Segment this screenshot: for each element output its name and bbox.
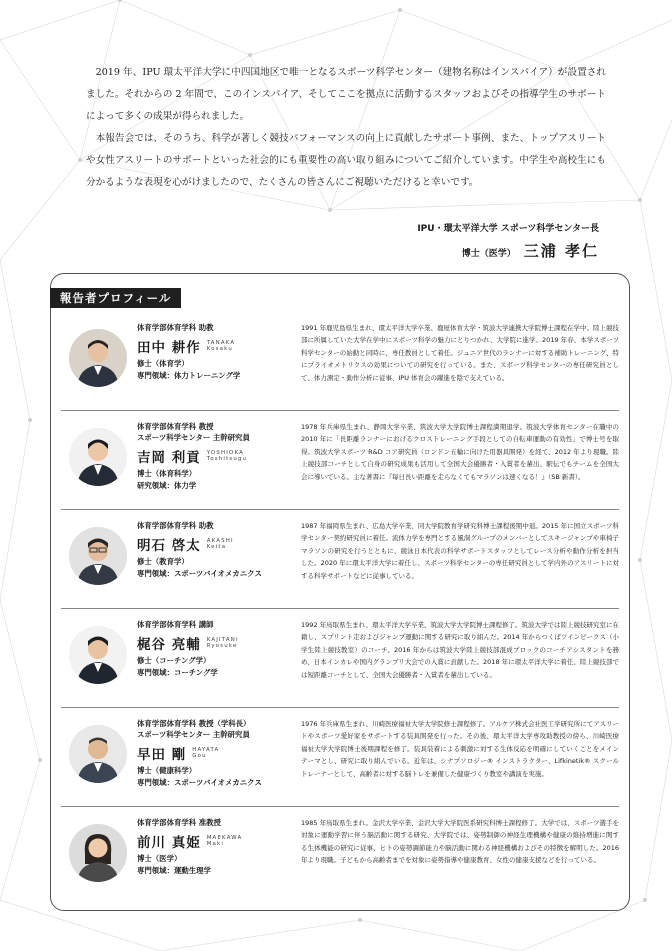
profile-roman-given: Keita <box>206 544 227 550</box>
profile-photo <box>69 428 127 486</box>
profile-bio: 1991 年鹿児島県生まれ、環太平洋大学卒業、鹿屋体育大学・筑波大学連携大学院博士課程在学中。陸上競技部に所属していた大学在学中にスポーツ科学の魅力にとりつかれ、大学院に進学。2019 年春、本学スポーツ科学センターの始動と同時に、専任教員として着任。ジュニア世代のランナーに対する補助トレーニング、特にプライオメトリクスの効果についての研究を行っている。また、スポーツ科学センターの専任研究員として、体力測定・動作分析に従事、IPU 体育会の躍進を陰で支えている。 <box>301 324 619 382</box>
profile-roman-given: Kosaku <box>206 346 233 352</box>
profile-field: 専門領域：体力トレーニング学 <box>137 371 241 380</box>
profile-photo <box>69 329 127 387</box>
profile-bio: 1976 年兵庫県生まれ、川崎医療福祉大学大学院修士課程修了。アルケア株式会社医工学研究所にてアスリートやスポーツ愛好家をサポートする装具開発を行った。その後、環太平洋大学専攻助教授の傍ら、川崎医療福祉大学大学院博士後期課程を修了。装具装着による刺激に対する生体反応を明確にしていくことをメインテーマとし、研究に取り組んでいる。近年は、シナプソロジー® インストラクター、Lifkinetik® スクールトレーナーとして、高齢者に対する脳トレを兼備した健康づくり教室や講演を実施。 <box>301 720 619 778</box>
profile-name: 早田 剛 <box>137 747 187 763</box>
profile-panel <box>50 273 630 911</box>
profile-name: 梶谷 亮輔 <box>137 637 201 653</box>
profile-row <box>61 411 619 510</box>
profile-roman <box>207 450 248 462</box>
profile-roman <box>207 538 234 550</box>
signature-degree: 博士（医学） <box>461 249 516 259</box>
profile-roman <box>207 340 236 352</box>
signature <box>462 240 599 261</box>
profile-dept: 体育学部体育学科 准教授 <box>137 818 221 827</box>
intro-paragraph: 本報告会では、そのうち、科学が著しく競技パフォーマンスの向上に貢献したサポート事例、また、トップアスリートや女性アスリートのサポートといった社会的にも重要性の高い取り組みについてご紹介しています。中学生や高校生にも分かるような表現を心がけましたので、たくさんの皆さんにご視聴いただけると幸いです。 <box>86 133 606 188</box>
profile-degree: 修士（体育学） <box>137 359 189 368</box>
profile-roman-family: AKASHI <box>206 538 234 544</box>
profile-row <box>61 510 619 609</box>
profile-name: 吉岡 利貢 <box>137 450 201 466</box>
profile-dept: 体育学部体育学科 教授（学科長） <box>137 719 251 728</box>
profile-dept-secondary: スポーツ科学センター 主幹研究員 <box>137 433 250 442</box>
profile-name: 明石 啓太 <box>137 538 201 554</box>
profile-roman-family: MAEKAWA <box>206 835 243 841</box>
profile-row <box>61 807 619 905</box>
profile-bio: 1987 年福岡県生まれ、広島大学卒業、同大学院教育学研究科博士課程後期中退。2015 年に国立スポーツ科学センター契約研究員に着任。流体力学を専門とする風洞グループのメンバーとしてスキージャンプや車椅子マラソンの研究を行うとともに、競泳日本代表の科学サポートスタッフとしてレース分析や動作分析を担当した。2020 年に環太平洋大学に着任し、スポーツ科学センターの専任研究員として学内外のアスリートに対する科学サポートなどに従事している。 <box>301 522 619 580</box>
intro-paragraph: 2019 年、IPU 環太平洋大学に中四国地区で唯一となるスポーツ科学センター（建物名称はインスパイア）が設置されました。それからの 2 年間で、このインスパイア、そしてここを拠点に活動するスタッフおよびその指導学生のサポートによって多くの成果が得られました。 <box>86 67 606 122</box>
profile-roman-given: Toshitsugu <box>206 456 248 462</box>
profile-bio: 1985 年鳥取県生まれ。金沢大学卒業、金沢大学大学院医系研究科博士課程修了。大学では、スポーツ選手を対象に運動学習に伴う脳活動に関する研究、大学院では、姿勢制御の神経生理機構や健康の維持増進に関する生体機能の研究に従事、ヒトの姿勢調節能力や脳活動に関わる神経機構およびその特徴を解明した。2016 年より現職。子どもから高齢者までを対象に姿勢指導や健康教育、女性の健康支援などを行っている。 <box>301 819 619 865</box>
profile-row <box>61 312 619 411</box>
profile-roman-given: Maki <box>206 841 225 847</box>
profile-field: 研究領域：体力学 <box>137 481 197 490</box>
intro-text <box>86 62 606 194</box>
profile-degree: 修士（教育学） <box>137 557 189 566</box>
profile-field: 専門領域：スポーツバイオメカニクス <box>137 569 262 578</box>
section-title: 報告者プロフィール <box>50 288 181 308</box>
profile-degree: 博士（医学） <box>137 854 182 863</box>
profile-bio: 1978 年兵庫県生まれ、静岡大学卒業、筑波大学大学院博士課程満期退学。筑波大学体育センター在職中の 2010 年に「長距離ランナーにおけるクロストレーニング手段としての自転車運動の有効性」で博士号を取得。筑波大学スポーツ R&D コア研究員（ロンドン五輪に向けた用器具開発）を経て、2012 年より現職。陸上競技部コーチとして自身の研究成果も活用して全国大会優勝者・入賞者を輩出、駅伝でもチームを全国大会に導いている。主な著書に『毎日長い距離を走らなくてもマラソンは速くなる！』（SB 新書）。 <box>301 423 619 481</box>
profile-roman <box>192 747 219 759</box>
profile-dept: 体育学部体育学科 講師 <box>137 620 214 629</box>
profile-degree: 博士（健康科学） <box>137 766 197 775</box>
profile-roman-given: Gou <box>192 753 207 759</box>
profile-dept: 体育学部体育学科 助教 <box>137 521 214 530</box>
profile-roman <box>207 835 243 847</box>
profile-row <box>61 609 619 708</box>
profile-dept: 体育学部体育学科 助教 <box>137 323 214 332</box>
profile-row <box>61 708 619 807</box>
profile-degree: 博士（体育科学） <box>137 469 197 478</box>
profile-name: 前川 真姫 <box>137 835 201 851</box>
profile-roman-family: TANAKA <box>206 340 236 346</box>
profile-bio: 1992 年鳥取県生まれ、環太平洋大学卒業、筑波大学大学院博士課程修了。筑波大学では陸上競技研究室に在籍し、スプリント走およびジャンプ運動に関する研究に取り組んだ。2014 年からつくばツインピークス（小学生陸上競技教室）のコーチ、2016 年からは筑波大学陸上競技部混成ブロックのコーチアシスタントを務め、日本インカレや国内グランプリ大会での入賞に貢献した。2018 年に環太平洋大学に着任、陸上競技部では短距離コーチとして、全国大会優勝者・入賞者を輩出している。 <box>301 621 619 679</box>
profile-photo <box>69 824 127 882</box>
profile-field: 専門領域：運動生理学 <box>137 866 211 875</box>
profile-roman-family: HAYATA <box>192 747 220 753</box>
profile-dept: 体育学部体育学科 教授 <box>137 422 214 431</box>
profile-field: 専門領域：スポーツバイオメカニクス <box>137 778 262 787</box>
profile-photo <box>69 626 127 684</box>
profile-roman-family: KAJITANI <box>206 637 239 643</box>
profile-roman <box>207 637 239 649</box>
profile-photo <box>69 725 127 783</box>
profile-degree: 修士（コーチング学） <box>137 656 211 665</box>
profile-name: 田中 耕作 <box>137 340 201 356</box>
profile-photo <box>69 527 127 585</box>
profile-field: 専門領域：コーチング学 <box>137 668 218 677</box>
signature-org: IPU・環太平洋大学 スポーツ科学センター長 <box>417 224 599 234</box>
signature-name: 三浦 孝仁 <box>523 242 599 260</box>
profile-roman-given: Ryosuke <box>206 643 238 649</box>
profile-roman-family: YOSHIOKA <box>206 450 244 456</box>
profile-dept-secondary: スポーツ科学センター 主幹研究員 <box>137 730 250 739</box>
